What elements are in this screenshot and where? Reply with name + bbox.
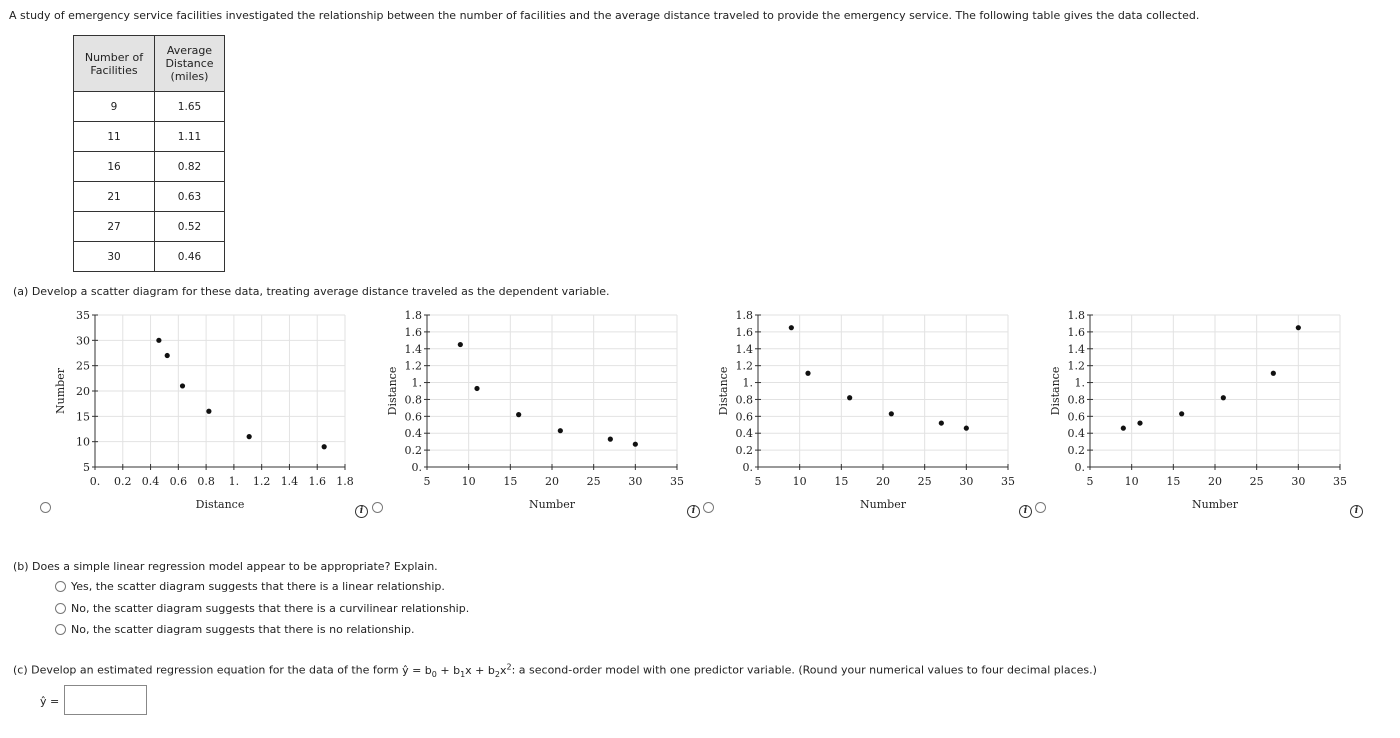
chart-1-y-tick-label: 15 [76, 410, 90, 424]
chart-3-x-tick-label: 10 [792, 475, 807, 488]
chart-4-y-tick-label: 1.6 [1067, 325, 1085, 339]
chart-3-x-tick-label: 5 [754, 475, 762, 488]
chart-4-data-point [1179, 411, 1184, 416]
chart-2-x-axis-label: Number [529, 498, 575, 510]
chart-1-x-tick-label: 1.2 [252, 475, 271, 488]
chart-4-x-tick-label: 35 [1333, 475, 1347, 488]
chart-1-data-point [322, 444, 327, 449]
chart-1-y-tick-label: 30 [76, 334, 90, 348]
chart-3-y-tick-label: 1.6 [735, 325, 753, 339]
chart-3-y-tick-label: 0.8 [735, 393, 753, 407]
chart-3-x-tick-label: 20 [876, 475, 890, 488]
chart-1-x-tick-label: 1.8 [336, 475, 354, 488]
scatter-chart-1 [50, 305, 360, 510]
chart-2-data-point [633, 442, 638, 447]
chart-4-y-tick-label: 1. [1074, 376, 1085, 390]
chart-3-x-axis-label: Number [860, 498, 906, 510]
chart-4-y-tick-label: 1.8 [1067, 309, 1085, 322]
chart-2-y-tick-label: 0.6 [404, 410, 422, 424]
table-header-distance: Average Distance (miles) [155, 36, 225, 92]
chart-1-x-tick-label: 0.2 [114, 475, 132, 488]
chart-2-data-point [608, 437, 613, 442]
scatter-chart-3 [713, 305, 1023, 510]
chart-3-y-tick-label: 1. [742, 376, 753, 390]
option-curvilinear[interactable]: No, the scatter diagram suggests that there is a curvilinear relationship. [55, 602, 469, 615]
option-linear-radio[interactable] [55, 581, 66, 592]
chart-4-data-point [1271, 371, 1276, 376]
chart-3-radio[interactable] [703, 502, 714, 513]
chart-3-x-tick-label: 15 [834, 475, 849, 488]
chart-1-y-tick-label: 10 [76, 435, 90, 449]
chart-2-x-tick-label: 5 [423, 475, 431, 488]
chart-1-x-tick-label: 1. [228, 475, 240, 488]
chart-4-x-tick-label: 5 [1086, 475, 1094, 488]
chart-2-y-tick-label: 1.2 [404, 359, 422, 373]
chart-3-x-tick-label: 30 [959, 475, 974, 488]
chart-1-data-point [247, 434, 252, 439]
chart-3-y-tick-label: 0. [742, 461, 753, 474]
chart-4-y-tick-label: 0. [1074, 461, 1085, 474]
answer-label: ŷ = [40, 695, 60, 708]
chart-3-y-tick-label: 0.4 [735, 427, 753, 441]
chart-4-x-tick-label: 20 [1208, 475, 1222, 488]
info-icon[interactable]: i [687, 505, 700, 518]
scatter-chart-4 [1045, 305, 1355, 510]
chart-2-x-tick-label: 15 [503, 475, 518, 488]
chart-4-x-tick-label: 10 [1124, 475, 1139, 488]
chart-4-radio[interactable] [1035, 502, 1046, 513]
chart-4-y-tick-label: 0.6 [1067, 410, 1085, 424]
chart-3-y-axis-label: Distance [717, 366, 730, 416]
chart-2-x-tick-label: 10 [461, 475, 476, 488]
chart-3-y-tick-label: 1.8 [735, 309, 753, 322]
option-curvilinear-radio[interactable] [55, 603, 66, 614]
chart-3-y-tick-label: 0.6 [735, 410, 753, 424]
chart-3-data-point [889, 411, 894, 416]
chart-1-y-tick-label: 20 [76, 385, 90, 398]
option-no-relationship[interactable]: No, the scatter diagram suggests that there is no relationship. [55, 623, 414, 636]
chart-1-x-axis-label: Distance [195, 498, 245, 510]
option-no-relationship-radio[interactable] [55, 624, 66, 635]
answer-input[interactable] [64, 685, 147, 715]
chart-2-y-axis-label: Distance [386, 366, 399, 416]
part-a-prompt: (a) Develop a scatter diagram for these data, treating average distance traveled as the dependent variable. [13, 285, 610, 298]
chart-3-data-point [847, 395, 852, 400]
part-c-prompt: (c) Develop an estimated regression equation for the data of the form ŷ = $b_0 + b_1x + b_2x^2$: a second-order model with one predictor variable. (Round your numerical values to four decimal places.) [13, 662, 1097, 679]
chart-1-y-axis-label: Number [54, 368, 67, 414]
chart-4-data-point [1121, 426, 1126, 431]
chart-3-x-tick-label: 35 [1001, 475, 1015, 488]
chart-1-data-point [156, 338, 161, 343]
scatter-chart-2 [382, 305, 692, 510]
chart-3-data-point [789, 325, 794, 330]
table-header-facilities: Number of Facilities [74, 36, 155, 92]
chart-1-x-tick-label: 0.8 [197, 475, 215, 488]
chart-3-y-tick-label: 1.4 [735, 342, 753, 356]
chart-4-x-axis-label: Number [1192, 498, 1238, 510]
chart-3-data-point [964, 426, 969, 431]
chart-1-x-tick-label: 0. [89, 475, 101, 488]
chart-2-y-tick-label: 1.6 [404, 325, 422, 339]
chart-1-x-tick-label: 0.4 [141, 475, 160, 488]
chart-4-y-axis-label: Distance [1049, 366, 1062, 416]
chart-4-data-point [1296, 325, 1301, 330]
data-table [73, 35, 225, 272]
chart-4-x-tick-label: 30 [1291, 475, 1306, 488]
table-row: 9 1.65 [74, 92, 225, 122]
chart-2-x-tick-label: 20 [545, 475, 559, 488]
chart-1-data-point [180, 383, 185, 388]
info-icon[interactable]: i [355, 505, 368, 518]
chart-1-y-tick-label: 5 [83, 461, 90, 474]
chart-2-x-tick-label: 35 [670, 475, 684, 488]
chart-2-y-tick-label: 1. [411, 376, 422, 390]
table-row: 11 1.11 [74, 122, 225, 152]
chart-2-y-tick-label: 0. [411, 461, 422, 474]
chart-2-y-tick-label: 1.4 [404, 342, 422, 356]
chart-4-y-tick-label: 0.8 [1067, 393, 1085, 407]
chart-3-x-tick-label: 25 [917, 475, 932, 488]
chart-3-data-point [805, 371, 810, 376]
table-row: 21 0.63 [74, 182, 225, 212]
chart-1-x-tick-label: 0.6 [169, 475, 188, 488]
chart-1-x-tick-label: 1.4 [280, 475, 299, 488]
chart-2-data-point [558, 428, 563, 433]
chart-4-x-tick-label: 15 [1166, 475, 1181, 488]
chart-3-y-tick-label: 0.2 [735, 444, 753, 458]
chart-2-x-tick-label: 30 [628, 475, 643, 488]
chart-1-y-tick-label: 35 [76, 309, 90, 322]
chart-2-y-tick-label: 0.2 [404, 444, 422, 458]
chart-2-y-tick-label: 1.8 [404, 309, 422, 322]
chart-1-data-point [206, 409, 211, 414]
problem-intro: A study of emergency service facilities investigated the relationship between the number of facilities and the average distance traveled to provide the emergency service. The following table gives the data collected. [9, 9, 1200, 22]
chart-4-x-tick-label: 25 [1249, 475, 1264, 488]
chart-4-y-tick-label: 1.2 [1067, 359, 1085, 373]
chart-1-data-point [165, 353, 170, 358]
table-row: 16 0.82 [74, 152, 225, 182]
chart-4-data-point [1137, 420, 1142, 425]
chart-2-data-point [516, 412, 521, 417]
chart-4-y-tick-label: 1.4 [1067, 342, 1085, 356]
chart-3-data-point [939, 420, 944, 425]
chart-2-y-tick-label: 0.4 [404, 427, 422, 441]
chart-2-x-tick-label: 25 [586, 475, 601, 488]
regression-formula: ŷ = $b_0 + b_1x + b_2x^2$ [402, 662, 512, 679]
table-row: 27 0.52 [74, 212, 225, 242]
chart-4-y-tick-label: 0.2 [1067, 444, 1085, 458]
option-linear[interactable]: Yes, the scatter diagram suggests that there is a linear relationship. [55, 580, 445, 593]
part-b-prompt: (b) Does a simple linear regression model appear to be appropriate? Explain. [13, 560, 438, 573]
info-icon[interactable]: i [1019, 505, 1032, 518]
chart-2-radio[interactable] [372, 502, 383, 513]
chart-2-data-point [474, 386, 479, 391]
chart-2-data-point [458, 342, 463, 347]
chart-1-y-tick-label: 25 [76, 359, 90, 373]
info-icon[interactable]: i [1350, 505, 1363, 518]
chart-3-y-tick-label: 1.2 [735, 359, 753, 373]
chart-4-y-tick-label: 0.4 [1067, 427, 1085, 441]
chart-4-data-point [1221, 395, 1226, 400]
chart-2-y-tick-label: 0.8 [404, 393, 422, 407]
chart-1-radio[interactable] [40, 502, 51, 513]
table-row: 30 0.46 [74, 242, 225, 272]
chart-1-x-tick-label: 1.6 [308, 475, 326, 488]
